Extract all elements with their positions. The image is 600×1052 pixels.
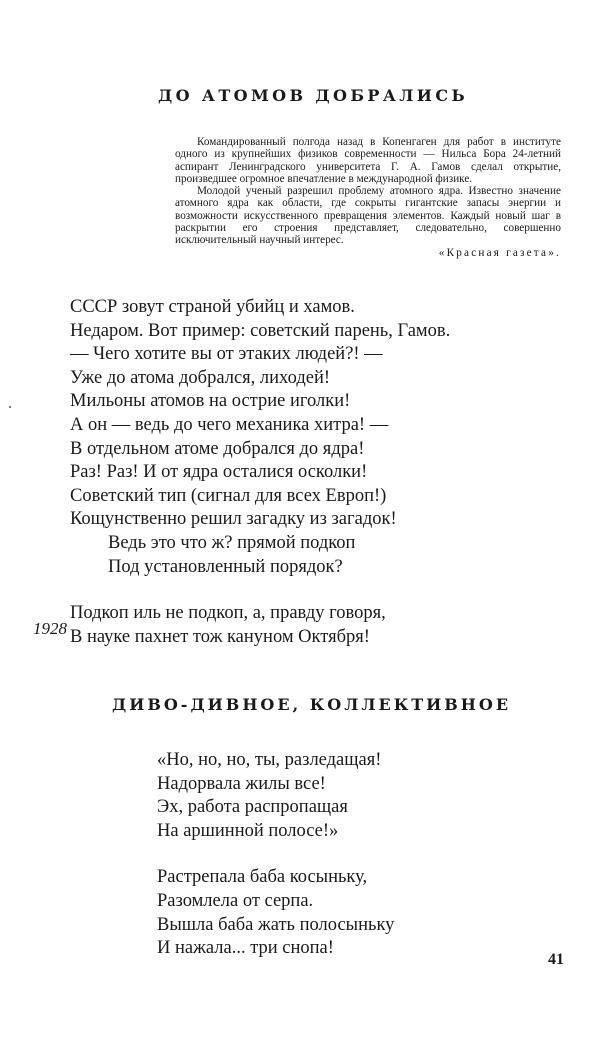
poem2-verse: [157, 749, 394, 961]
verse-line: Советский тип (сигнал для всех Европ!): [70, 485, 387, 506]
epigraph-paragraph: Молодой ученый разрешил проблему атомного ядра. Известно значение атомного ядра как области, где сокрыты гигантские запасы энергии и возможности искусственного превращения элементов. Каждый новый шаг в раскрытии его строения представляет, следовательно, совершенно исключительный научный интерес.: [175, 185, 561, 247]
page-number: 41: [548, 951, 564, 968]
verse-line: На аршинной полосе!»: [157, 820, 339, 841]
verse-line: Вышла баба жать полосыньку: [157, 914, 395, 935]
verse-line: Ведь это что ж? прямой подкоп: [108, 532, 356, 553]
epigraph-source: «Красная газета».: [438, 246, 561, 259]
verse-line: Кощунственно решил загадку из загадок!: [70, 509, 397, 530]
verse-line: Недаром. Вот пример: советский парень, Гамов.: [70, 320, 451, 341]
verse-line: СССР зовут страной убийц и хамов.: [70, 297, 355, 317]
verse-line: Уже до атома добрался, лиходей!: [70, 367, 331, 388]
poem2-title: ДИВО-ДИВНОЕ, КОЛЛЕКТИВНОЕ: [112, 695, 512, 714]
verse-line: Эх, работа распропащая: [157, 797, 348, 818]
stanza-break: [70, 579, 450, 602]
verse-line: — Чего хотите вы от этаких людей?! —: [70, 344, 383, 365]
poem1-date: 1928: [33, 619, 67, 638]
verse-line: А он — ведь до чего механика хитра! —: [70, 414, 389, 435]
verse-line: Разомлела от серпа.: [157, 890, 314, 911]
verse-line: И нажала... три снопа!: [157, 938, 334, 959]
verse-line: Мильоны атомов на острие иголки!: [70, 391, 351, 412]
epigraph-paragraph: Командированный полгода назад в Копенгаген для работ в институте одного из крупнейших физиков современности — Нильса Бора 24-летний аспирант Ленинградского университета Г. А. Гамов сделал открытие, произведшее огромное впечатление в международной физике.: [175, 136, 561, 185]
poem1-epigraph: [175, 136, 561, 259]
verse-line: В науке пахнет тож кануном Октября!: [70, 626, 370, 647]
poem1-verse: [70, 296, 450, 649]
verse-line: Под установленный порядок?: [108, 556, 343, 577]
verse-line: Надорвала жилы все!: [157, 773, 326, 794]
print-speck: [9, 406, 11, 408]
verse-line: Подкоп иль не подкоп, а, правду говоря,: [70, 603, 386, 624]
poem1-title: ДО АТОМОВ ДОБРАЛИСЬ: [158, 86, 469, 105]
verse-line: Раз! Раз! И от ядра осталися осколки!: [70, 462, 368, 483]
stanza-break: [157, 843, 394, 866]
verse-line: В отдельном атоме добрался до ядра!: [70, 438, 365, 459]
verse-line: Растрепала баба косыньку,: [157, 867, 368, 888]
verse-line: «Но, но, но, ты, разледащая!: [157, 750, 382, 770]
